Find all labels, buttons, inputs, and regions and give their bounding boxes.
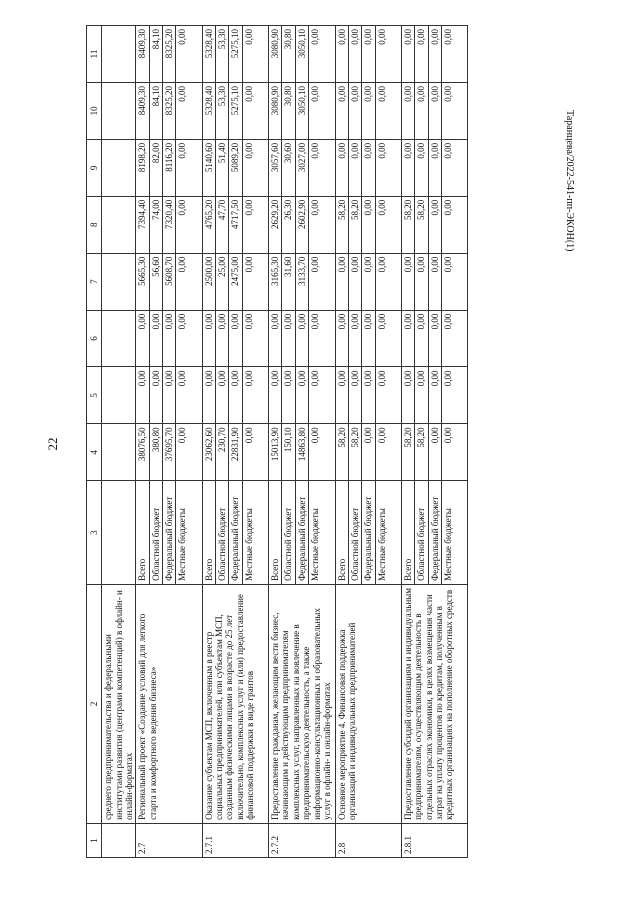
section-description: Оказание субъектам МСП, включенным в реестр социальных предпринимателей, или субъектам МСП, созданным физическими лицами в возрасте до 25 лет включительно, комплексных услуг и (или) предоставление финансовой поддержки в виде грантов <box>202 584 268 823</box>
col-header: 11 <box>87 26 102 83</box>
value-cell: 0,00 <box>176 139 202 196</box>
value-cell: 5275,10 <box>229 26 242 83</box>
value-cell: 0,00 <box>428 82 441 139</box>
source-label: Федеральный бюджет <box>428 481 441 585</box>
source-label: Всего <box>136 481 149 585</box>
value-cell: 0,00 <box>242 196 268 253</box>
col-header: 4 <box>87 424 102 481</box>
value-cell: 0,00 <box>348 367 361 424</box>
value-cell: 30,60 <box>282 139 295 196</box>
value-cell: 0,00 <box>348 139 361 196</box>
source-label: Всего <box>335 481 348 585</box>
value-cell: 0,00 <box>242 253 268 310</box>
value-cell: 0,00 <box>362 310 375 367</box>
header-row <box>87 26 102 858</box>
col-header: 7 <box>87 253 102 310</box>
value-cell: 0,00 <box>401 367 414 424</box>
section-number <box>102 823 136 857</box>
value-cell: 0,00 <box>136 367 149 424</box>
value-cell: 0,00 <box>375 26 401 83</box>
value-cell: 0,00 <box>202 310 215 367</box>
value-cell: 53,30 <box>216 82 229 139</box>
value-cell: 3057,60 <box>269 139 282 196</box>
value-cell: 0,00 <box>441 424 467 481</box>
source-label: Всего <box>202 481 215 585</box>
value-cell: 0,00 <box>375 367 401 424</box>
section-description: Региональный проект «Создание условий для легкого старта и комфортного ведения бизнеса» <box>136 584 202 823</box>
value-cell: 0,00 <box>309 424 335 481</box>
value-cell: 0,00 <box>362 139 375 196</box>
section-description: Предоставление гражданам, желающим вести бизнес, начинающим и действующим предпринимателям комплексных услуг, направленных на вовлечение в предпринимательскую деятельность, а также информационно-консультационных и образовательных услуг в офлайн- и онлайн-форматах <box>269 584 335 823</box>
value-cell: 0,00 <box>375 424 401 481</box>
table-row <box>102 26 136 858</box>
value-cell: 0,00 <box>335 310 348 367</box>
value-cell: 0,00 <box>282 367 295 424</box>
value-cell: 0,00 <box>309 139 335 196</box>
value-cell: 58,20 <box>335 196 348 253</box>
value-cell: 0,00 <box>176 196 202 253</box>
source-label: Местные бюджеты <box>176 481 202 585</box>
value-cell: 0,00 <box>335 26 348 83</box>
value-cell: 3050,10 <box>295 26 308 83</box>
value-cell: 37695,70 <box>163 424 176 481</box>
value-cell: 0,00 <box>375 82 401 139</box>
col-header: 1 <box>87 823 102 857</box>
value-cell: 0,00 <box>428 253 441 310</box>
value-cell: 0,00 <box>441 310 467 367</box>
section-number: 2.8.1 <box>401 823 467 857</box>
value-cell: 0,00 <box>163 367 176 424</box>
value-cell: 0,00 <box>149 310 162 367</box>
value-cell: 26,30 <box>282 196 295 253</box>
value-cell: 5608,70 <box>163 253 176 310</box>
value-cell: 0,00 <box>309 196 335 253</box>
value-cell: 0,00 <box>229 310 242 367</box>
value-cell: 0,00 <box>309 26 335 83</box>
section-number: 2.7.2 <box>269 823 335 857</box>
value-cell: 30,80 <box>282 26 295 83</box>
value-cell: 58,20 <box>348 196 361 253</box>
value-cell: 0,00 <box>335 253 348 310</box>
value-cell: 3165,30 <box>269 253 282 310</box>
value-cell: 3080,90 <box>269 26 282 83</box>
value-cell: 3027,00 <box>295 139 308 196</box>
value-cell: 0,00 <box>415 253 428 310</box>
value-cell: 0,00 <box>375 139 401 196</box>
value-cell: 0,00 <box>176 310 202 367</box>
value-cell: 84,10 <box>149 82 162 139</box>
value-cell: 5275,10 <box>229 82 242 139</box>
value-cell: 3133,70 <box>295 253 308 310</box>
col-header: 3 <box>87 481 102 585</box>
value-cell: 0,00 <box>362 367 375 424</box>
value-cell: 58,20 <box>348 424 361 481</box>
budget-table <box>86 25 468 858</box>
section-number: 2.7.1 <box>202 823 268 857</box>
value-cell: 0,00 <box>428 196 441 253</box>
value-cell: 0,00 <box>441 196 467 253</box>
value-cell: 0,00 <box>136 310 149 367</box>
value-cell: 0,00 <box>415 139 428 196</box>
value-cell: 14863,80 <box>295 424 308 481</box>
value-cell: 0,00 <box>242 424 268 481</box>
value-cell: 0,00 <box>149 367 162 424</box>
value-cell: 5140,60 <box>202 139 215 196</box>
value-cell: 8198,20 <box>136 139 149 196</box>
value-cell: 74,00 <box>149 196 162 253</box>
value-cell: 0,00 <box>441 367 467 424</box>
value-cell: 58,20 <box>401 424 414 481</box>
value-cell: 8116,20 <box>163 139 176 196</box>
value-cell: 0,00 <box>415 26 428 83</box>
section-description: Предоставление субсидий организациям и индивидуальным предпринимателям, осуществляющим деятельность в отдельных отраслях экономики, в целях возмещения части затрат на уплату процентов по кредитам, полученным в кредитных организациях на пополнение оборотных средств <box>401 584 467 823</box>
col-header: 6 <box>87 310 102 367</box>
source-label: Областной бюджет <box>149 481 162 585</box>
source-label: Местные бюджеты <box>309 481 335 585</box>
table-row <box>269 26 282 858</box>
value-cell: 0,00 <box>375 310 401 367</box>
value-cell: 0,00 <box>375 196 401 253</box>
value-cell: 8325,20 <box>163 26 176 83</box>
section-description: среднего предпринимательства и федеральными институтами развития (центрами компетенций) в офлайн- и онлайн-форматах <box>102 584 136 823</box>
value-cell: 0,00 <box>415 367 428 424</box>
document-code: Таранцева/2022-541-пп-ЭКОН(1) <box>564 110 575 252</box>
value-cell: 0,00 <box>401 82 414 139</box>
value-cell: 2602,90 <box>295 196 308 253</box>
col-header: 8 <box>87 196 102 253</box>
value-cell: 0,00 <box>441 26 467 83</box>
value-cell: 0,00 <box>362 26 375 83</box>
value-cell: 0,00 <box>163 310 176 367</box>
value-cell: 0,00 <box>309 310 335 367</box>
value-cell: 0,00 <box>348 82 361 139</box>
value-cell: 5328,40 <box>202 26 215 83</box>
value-cell: 23062,60 <box>202 424 215 481</box>
value-cell: 0,00 <box>242 367 268 424</box>
value-cell: 0,00 <box>362 82 375 139</box>
value-cell: 0,00 <box>295 367 308 424</box>
value-cell: 0,00 <box>401 139 414 196</box>
value-cell: 2475,00 <box>229 253 242 310</box>
value-cell: 2629,20 <box>269 196 282 253</box>
source-label: Федеральный бюджет <box>163 481 176 585</box>
source-label: Областной бюджет <box>415 481 428 585</box>
page-number: 22 <box>45 437 60 451</box>
value-cell: 0,00 <box>269 310 282 367</box>
value-cell: 56,60 <box>149 253 162 310</box>
value-cell: 0,00 <box>428 26 441 83</box>
value-cell: 58,20 <box>401 196 414 253</box>
value-cell: 22831,90 <box>229 424 242 481</box>
section-description: Основное мероприятие 4. Финансовая поддержка организаций и индивидуальных предпринимателей <box>335 584 401 823</box>
value-cell: 58,20 <box>415 196 428 253</box>
value-cell: 31,60 <box>282 253 295 310</box>
value-cell: 5328,40 <box>202 82 215 139</box>
source-label: Местные бюджеты <box>441 481 467 585</box>
value-cell: 0,00 <box>282 310 295 367</box>
value-cell: 0,00 <box>415 82 428 139</box>
value-cell: 0,00 <box>229 367 242 424</box>
value-cell: 0,00 <box>401 253 414 310</box>
value-cell: 84,10 <box>149 26 162 83</box>
value-cell: 0,00 <box>216 310 229 367</box>
value-cell: 0,00 <box>176 82 202 139</box>
source-label: Федеральный бюджет <box>362 481 375 585</box>
value-cell: 3050,10 <box>295 82 308 139</box>
value-cell: 0,00 <box>176 424 202 481</box>
value-cell: 0,00 <box>428 367 441 424</box>
value-cell: 0,00 <box>176 253 202 310</box>
value-cell: 7320,40 <box>163 196 176 253</box>
col-header: 2 <box>87 584 102 823</box>
table-sheet <box>86 25 572 858</box>
value-cell: 0,00 <box>441 82 467 139</box>
table-row <box>202 26 215 858</box>
value-cell: 0,00 <box>362 253 375 310</box>
value-cell: 0,00 <box>348 26 361 83</box>
section-number: 2.7 <box>136 823 202 857</box>
value-cell: 0,00 <box>309 82 335 139</box>
col-header: 9 <box>87 139 102 196</box>
value-cell: 0,00 <box>428 424 441 481</box>
col-header: 5 <box>87 367 102 424</box>
value-cell: 0,00 <box>242 139 268 196</box>
value-cell: 0,00 <box>428 139 441 196</box>
value-cell: 5089,20 <box>229 139 242 196</box>
source-label: Всего <box>269 481 282 585</box>
source-label: Федеральный бюджет <box>229 481 242 585</box>
section-number: 2.8 <box>335 823 401 857</box>
source-label: Областной бюджет <box>282 481 295 585</box>
value-cell: 25,00 <box>216 253 229 310</box>
value-cell: 0,00 <box>242 26 268 83</box>
value-cell: 30,80 <box>282 82 295 139</box>
value-cell: 8325,20 <box>163 82 176 139</box>
value-cell: 0,00 <box>362 424 375 481</box>
value-cell: 0,00 <box>335 82 348 139</box>
value-cell: 0,00 <box>401 26 414 83</box>
value-cell: 2500,00 <box>202 253 215 310</box>
source-label: Областной бюджет <box>216 481 229 585</box>
table-row <box>136 26 149 858</box>
value-cell: 0,00 <box>309 253 335 310</box>
value-cell: 0,00 <box>242 82 268 139</box>
value-cell: 230,70 <box>216 424 229 481</box>
col-header: 10 <box>87 82 102 139</box>
value-cell: 53,30 <box>216 26 229 83</box>
value-cell: 380,80 <box>149 424 162 481</box>
value-cell: 0,00 <box>242 310 268 367</box>
value-cell: 0,00 <box>216 367 229 424</box>
value-cell: 38076,50 <box>136 424 149 481</box>
value-cell: 51,40 <box>216 139 229 196</box>
value-cell: 0,00 <box>335 367 348 424</box>
value-cell: 5665,30 <box>136 253 149 310</box>
table-row <box>401 26 414 858</box>
value-cell: 58,20 <box>415 424 428 481</box>
value-cell: 0,00 <box>202 367 215 424</box>
value-cell: 0,00 <box>309 367 335 424</box>
value-cell: 150,10 <box>282 424 295 481</box>
value-cell: 0,00 <box>441 139 467 196</box>
value-cell: 0,00 <box>428 310 441 367</box>
value-cell: 58,20 <box>335 424 348 481</box>
value-cell: 8409,30 <box>136 26 149 83</box>
source-label: Областной бюджет <box>348 481 361 585</box>
value-cell: 47,70 <box>216 196 229 253</box>
table-row <box>335 26 348 858</box>
value-cell: 0,00 <box>176 367 202 424</box>
source-label: Местные бюджеты <box>375 481 401 585</box>
value-cell: 7394,40 <box>136 196 149 253</box>
value-cell: 0,00 <box>362 196 375 253</box>
value-cell: 8409,30 <box>136 82 149 139</box>
source-label <box>102 481 136 585</box>
value-cell: 3080,90 <box>269 82 282 139</box>
value-cell: 15013,90 <box>269 424 282 481</box>
source-label: Местные бюджеты <box>242 481 268 585</box>
value-cell: 0,00 <box>295 310 308 367</box>
source-label: Федеральный бюджет <box>295 481 308 585</box>
value-cell: 0,00 <box>348 310 361 367</box>
value-cell: 0,00 <box>269 367 282 424</box>
value-cell: 0,00 <box>375 253 401 310</box>
value-cell: 0,00 <box>176 26 202 83</box>
value-cell: 0,00 <box>348 253 361 310</box>
value-cell: 82,00 <box>149 139 162 196</box>
value-cell: 0,00 <box>415 310 428 367</box>
value-cell: 0,00 <box>335 139 348 196</box>
source-label: Всего <box>401 481 414 585</box>
value-cell: 4717,50 <box>229 196 242 253</box>
value-cell: 4765,20 <box>202 196 215 253</box>
table-body <box>102 26 468 858</box>
value-cell: 0,00 <box>401 310 414 367</box>
value-cell: 0,00 <box>441 253 467 310</box>
